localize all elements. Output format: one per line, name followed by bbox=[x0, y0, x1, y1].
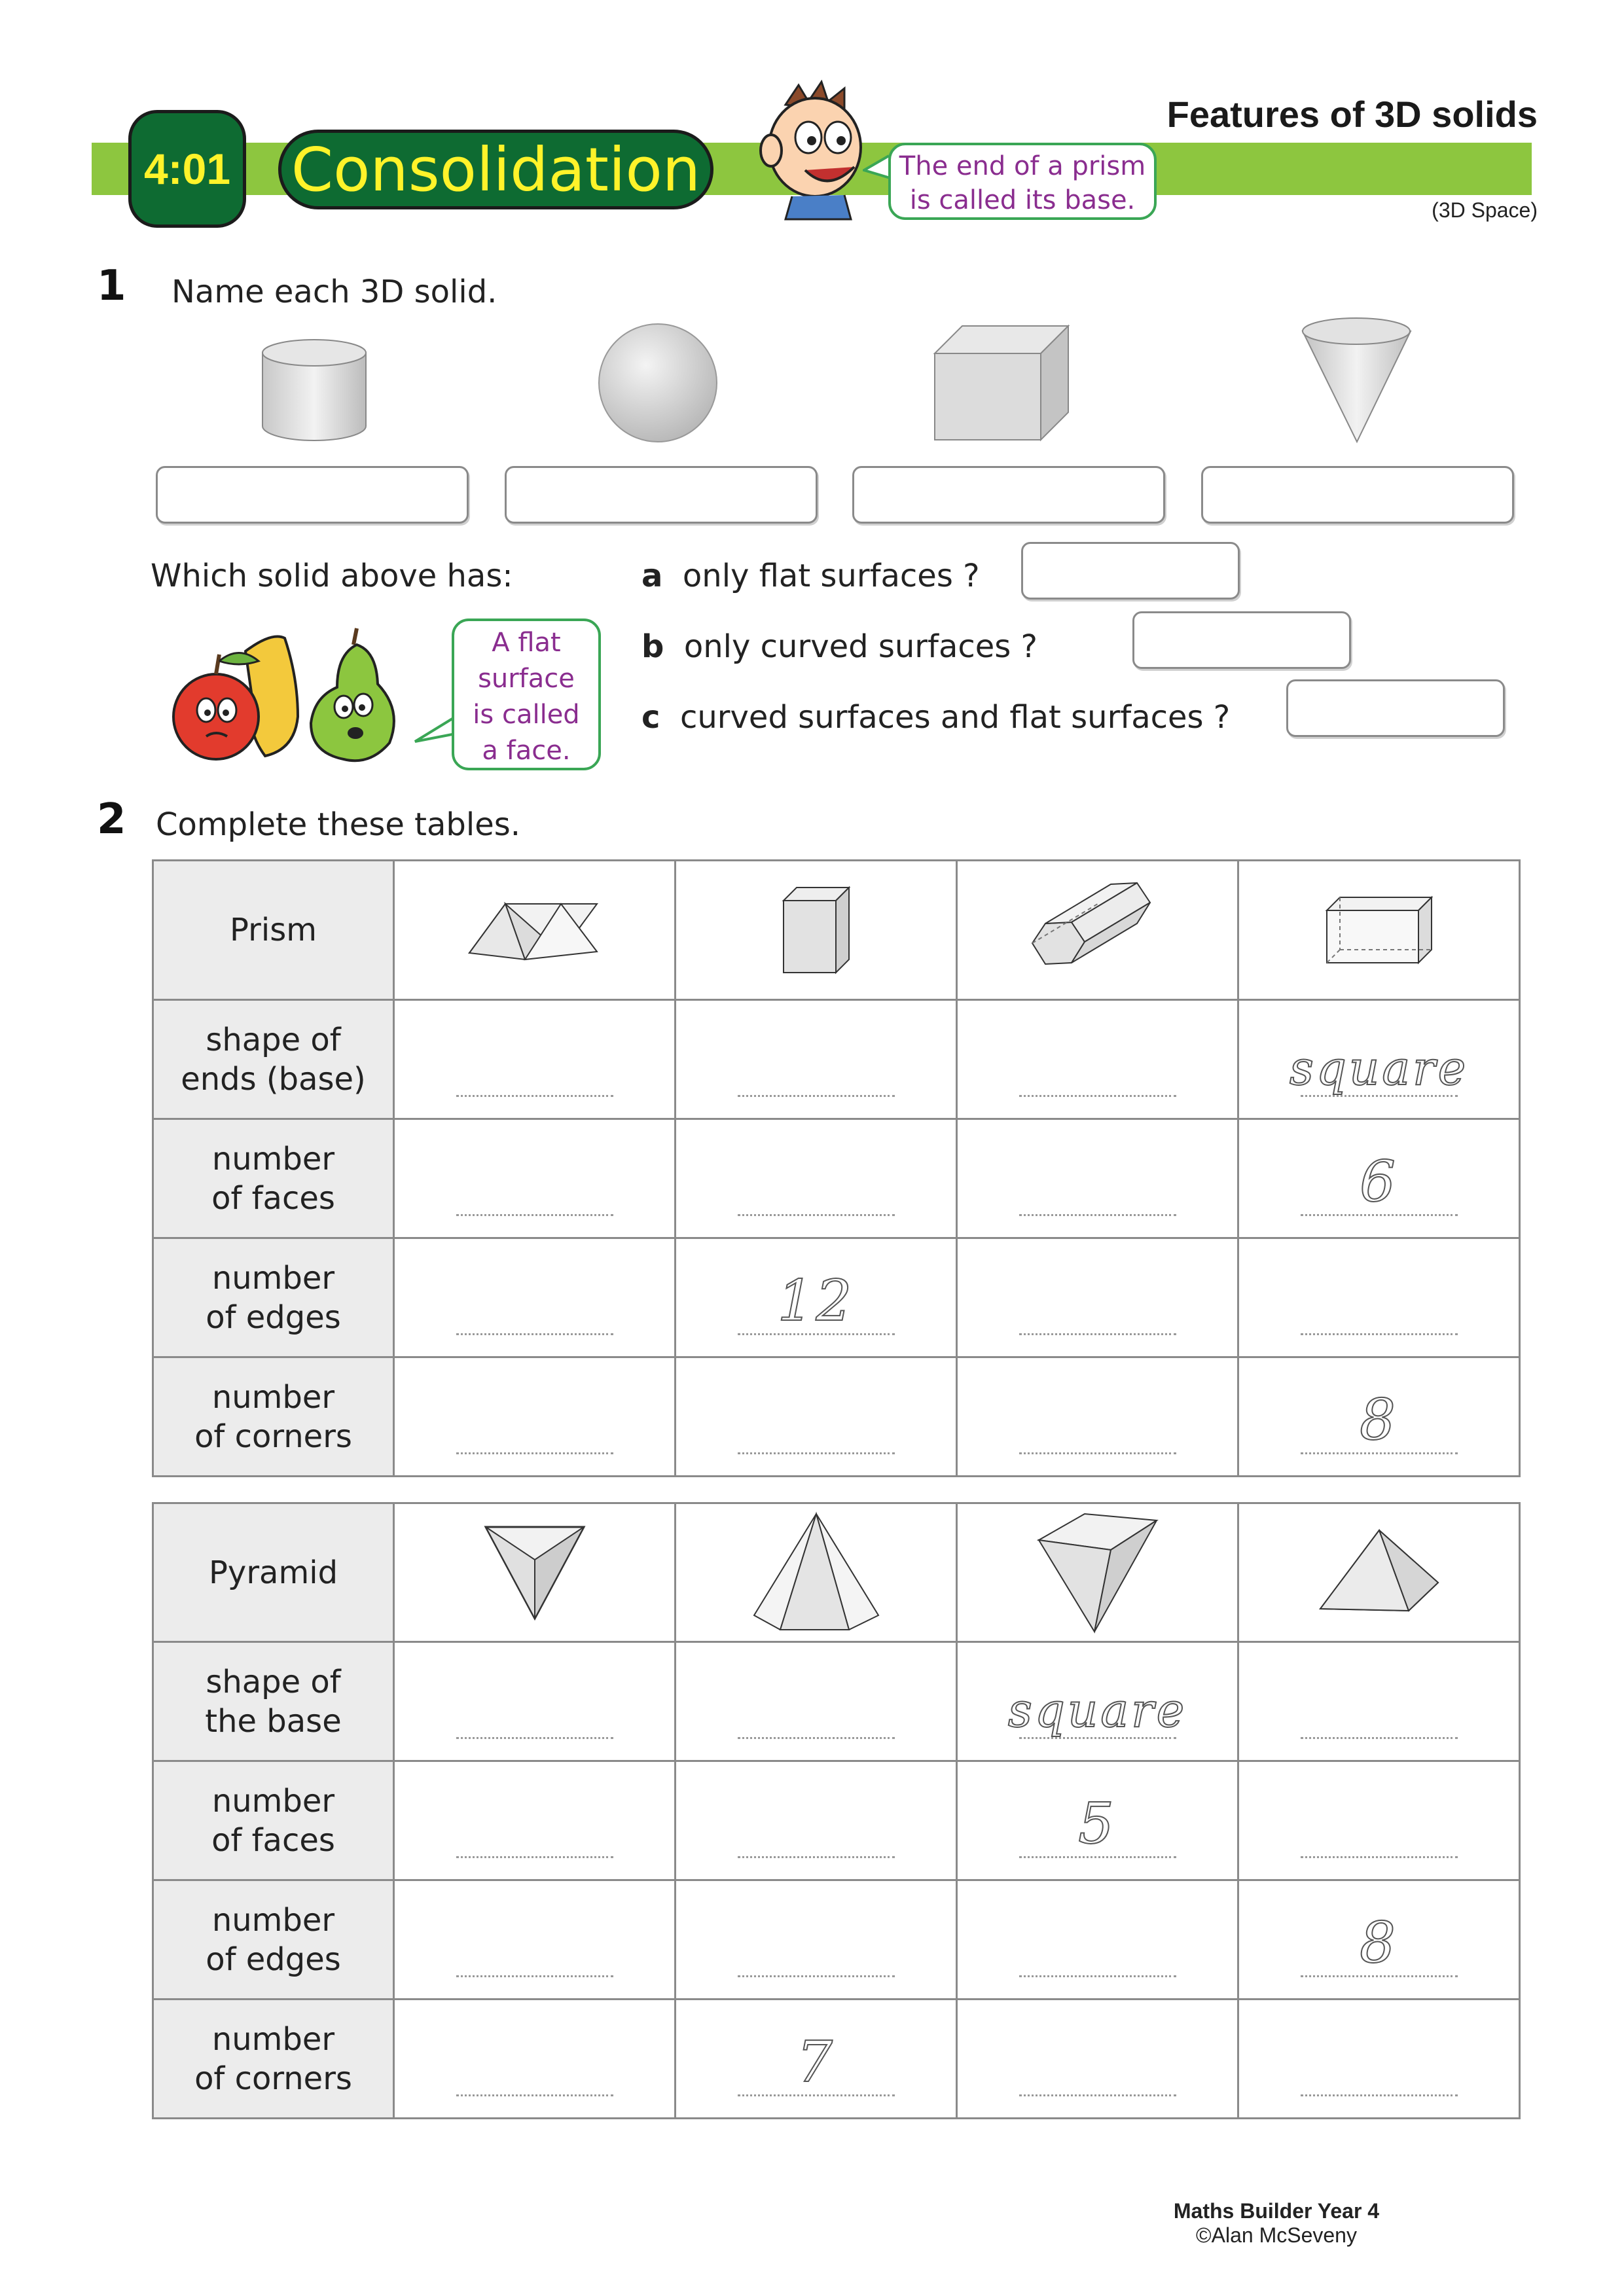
dotted-line bbox=[456, 1737, 613, 1739]
sphere-icon bbox=[596, 321, 720, 445]
square-prism-icon bbox=[777, 881, 856, 979]
dotted-line bbox=[1019, 1452, 1176, 1454]
row-label bbox=[153, 1119, 394, 1238]
dotted-line bbox=[1019, 1737, 1176, 1739]
table-row bbox=[153, 1642, 1520, 1761]
cone-icon bbox=[1299, 314, 1414, 445]
rectangular-prism-icon bbox=[1324, 891, 1435, 969]
page-subtitle: (3D Space) bbox=[1432, 198, 1538, 222]
pentagonal-pyramid-icon bbox=[751, 1511, 882, 1635]
part-text: curved surfaces and flat surfaces ? bbox=[679, 699, 1231, 736]
dotted-line bbox=[1301, 1452, 1458, 1454]
dotted-line bbox=[1019, 1333, 1176, 1335]
footer-book-title: Maths Builder Year 4 bbox=[1173, 2199, 1380, 2223]
solid-1-answer-box[interactable] bbox=[156, 466, 469, 524]
dotted-line bbox=[1019, 2094, 1176, 2096]
dotted-line bbox=[456, 1214, 613, 1216]
answer-cell[interactable] bbox=[957, 2000, 1238, 2119]
triangular-prism-icon bbox=[466, 894, 604, 966]
answer-cell[interactable] bbox=[957, 1880, 1238, 2000]
shape-cell bbox=[957, 861, 1238, 1000]
table-row bbox=[153, 1761, 1520, 1880]
answer-cell[interactable] bbox=[957, 1238, 1238, 1357]
row-label bbox=[153, 1761, 394, 1880]
question-1-number: 1 bbox=[97, 262, 126, 310]
dotted-line bbox=[456, 1856, 613, 1858]
dotted-line bbox=[738, 2094, 895, 2096]
speech-line: The end of a prism bbox=[899, 151, 1146, 181]
lesson-number-badge: 4:01 bbox=[128, 110, 246, 228]
traced-answer: 8 bbox=[1360, 1910, 1398, 1976]
answer-cell[interactable] bbox=[1238, 1642, 1520, 1761]
fruit-characters-icon bbox=[147, 625, 435, 772]
answer-cell[interactable] bbox=[1238, 1000, 1520, 1119]
part-b-answer-box[interactable] bbox=[1132, 611, 1351, 669]
answer-cell[interactable] bbox=[676, 1000, 957, 1119]
row-label-line: number bbox=[211, 1378, 335, 1416]
row-label bbox=[153, 1880, 394, 2000]
row-label-line: of faces bbox=[211, 1179, 335, 1217]
answer-cell[interactable] bbox=[394, 1761, 676, 1880]
answer-cell[interactable] bbox=[1238, 1357, 1520, 1477]
cube-icon bbox=[929, 321, 1074, 445]
dotted-line bbox=[456, 1452, 613, 1454]
row-label-line: number bbox=[211, 2020, 335, 2058]
shape-cell bbox=[1238, 861, 1520, 1000]
part-c-answer-box[interactable] bbox=[1286, 679, 1505, 737]
answer-cell[interactable] bbox=[676, 2000, 957, 2119]
table-row bbox=[153, 1119, 1520, 1238]
rectangular-pyramid-icon bbox=[1317, 1527, 1441, 1619]
traced-answer: 6 bbox=[1360, 1149, 1398, 1215]
table-header-row bbox=[153, 861, 1520, 1000]
pyramid-table bbox=[152, 1502, 1521, 2119]
traced-answer: 8 bbox=[1360, 1388, 1398, 1453]
traced-answer: square bbox=[1007, 1683, 1187, 1738]
row-label-line: number bbox=[211, 1901, 335, 1939]
dotted-line bbox=[738, 1856, 895, 1858]
prism-table bbox=[152, 859, 1521, 1477]
table-header-label: Prism bbox=[153, 861, 394, 1000]
answer-cell[interactable] bbox=[394, 1000, 676, 1119]
table-header-label: Pyramid bbox=[153, 1503, 394, 1642]
table-row bbox=[153, 1000, 1520, 1119]
speech-line: surface bbox=[478, 664, 575, 694]
answer-cell[interactable] bbox=[957, 1761, 1238, 1880]
answer-cell[interactable] bbox=[957, 1642, 1238, 1761]
dotted-line bbox=[1301, 1737, 1458, 1739]
answer-cell[interactable] bbox=[957, 1357, 1238, 1477]
which-solid-prompt: Which solid above has: bbox=[151, 558, 513, 594]
dotted-line bbox=[738, 1737, 895, 1739]
shape-cell bbox=[957, 1503, 1238, 1642]
row-label-line: number bbox=[211, 1140, 335, 1177]
traced-answer: 5 bbox=[1078, 1791, 1117, 1857]
solid-3-answer-box[interactable] bbox=[852, 466, 1165, 524]
dotted-line bbox=[1301, 2094, 1458, 2096]
dotted-line bbox=[738, 1975, 895, 1977]
part-letter: b bbox=[641, 628, 664, 665]
row-label bbox=[153, 1642, 394, 1761]
table-row bbox=[153, 1238, 1520, 1357]
question-1-instruction: Name each 3D solid. bbox=[171, 274, 497, 310]
row-label bbox=[153, 1357, 394, 1477]
dotted-line bbox=[1019, 1975, 1176, 1977]
answer-cell[interactable] bbox=[1238, 1761, 1520, 1880]
answer-cell[interactable] bbox=[394, 1238, 676, 1357]
page-title: Features of 3D solids bbox=[1166, 94, 1538, 135]
row-label-line: the base bbox=[205, 1702, 342, 1740]
table-header-row bbox=[153, 1503, 1520, 1642]
row-label bbox=[153, 1238, 394, 1357]
part-a bbox=[641, 558, 980, 594]
dotted-line bbox=[1019, 1856, 1176, 1858]
dotted-line bbox=[1301, 1856, 1458, 1858]
dotted-line bbox=[456, 1975, 613, 1977]
answer-cell[interactable] bbox=[676, 1119, 957, 1238]
answer-cell[interactable] bbox=[1238, 1880, 1520, 2000]
answer-cell[interactable] bbox=[1238, 1238, 1520, 1357]
shape-cell bbox=[394, 861, 676, 1000]
answer-cell[interactable] bbox=[394, 1880, 676, 2000]
row-label-line: number bbox=[211, 1259, 335, 1297]
answer-cell[interactable] bbox=[1238, 2000, 1520, 2119]
dotted-line bbox=[456, 1095, 613, 1097]
answer-cell[interactable] bbox=[1238, 1119, 1520, 1238]
speech-line: is called its base. bbox=[909, 185, 1136, 215]
answer-cell[interactable] bbox=[394, 1642, 676, 1761]
row-label-line: of edges bbox=[206, 1941, 341, 1978]
hexagonal-prism-icon bbox=[1026, 878, 1170, 982]
dotted-line bbox=[456, 2094, 613, 2096]
part-letter: c bbox=[641, 699, 660, 736]
answer-cell[interactable] bbox=[957, 1000, 1238, 1119]
answer-cell[interactable] bbox=[676, 1642, 957, 1761]
speech-bubble-face bbox=[452, 619, 601, 770]
speech-line: is called bbox=[473, 700, 580, 730]
answer-cell[interactable] bbox=[394, 1119, 676, 1238]
row-label-line: shape of bbox=[206, 1663, 341, 1700]
cylinder-icon bbox=[259, 337, 370, 445]
speech-line: A flat bbox=[492, 628, 561, 658]
answer-cell[interactable] bbox=[676, 1357, 957, 1477]
dotted-line bbox=[1301, 1095, 1458, 1097]
dotted-line bbox=[456, 1333, 613, 1335]
footer bbox=[1139, 2199, 1414, 2248]
row-label-line: shape of bbox=[206, 1021, 341, 1058]
traced-answer: 12 bbox=[777, 1268, 855, 1334]
dotted-line bbox=[1019, 1214, 1176, 1216]
row-label-line: of faces bbox=[211, 1821, 335, 1859]
dotted-line bbox=[738, 1095, 895, 1097]
footer-copyright: ©Alan McSeveny bbox=[1196, 2223, 1357, 2247]
dotted-line bbox=[738, 1452, 895, 1454]
answer-cell[interactable] bbox=[676, 1238, 957, 1357]
part-letter: a bbox=[641, 558, 663, 594]
answer-cell[interactable] bbox=[394, 2000, 676, 2119]
question-2-number: 2 bbox=[97, 795, 126, 844]
answer-cell[interactable] bbox=[676, 1761, 957, 1880]
part-a-answer-box[interactable] bbox=[1021, 542, 1240, 600]
traced-answer: square bbox=[1289, 1041, 1469, 1096]
part-c bbox=[641, 699, 1230, 736]
part-text: only curved surfaces ? bbox=[683, 628, 1038, 665]
row-label bbox=[153, 1000, 394, 1119]
shape-cell bbox=[676, 1503, 957, 1642]
part-text: only flat surfaces ? bbox=[682, 558, 980, 594]
shape-cell bbox=[1238, 1503, 1520, 1642]
dotted-line bbox=[1301, 1214, 1458, 1216]
solid-2-answer-box[interactable] bbox=[505, 466, 818, 524]
shape-cell bbox=[394, 1503, 676, 1642]
dotted-line bbox=[738, 1214, 895, 1216]
row-label-line: of edges bbox=[206, 1299, 341, 1336]
dotted-line bbox=[1019, 1095, 1176, 1097]
row-label-line: of corners bbox=[194, 1418, 352, 1455]
table-row bbox=[153, 1880, 1520, 2000]
shape-cell bbox=[676, 861, 957, 1000]
speech-line: a face. bbox=[482, 736, 571, 766]
square-pyramid-icon bbox=[1036, 1511, 1160, 1635]
dotted-line bbox=[1301, 1333, 1458, 1335]
answer-cell[interactable] bbox=[957, 1119, 1238, 1238]
traced-answer: 7 bbox=[797, 2030, 835, 2095]
table-row bbox=[153, 2000, 1520, 2119]
row-label-line: of corners bbox=[194, 2060, 352, 2097]
lesson-title: Consolidation bbox=[278, 130, 713, 209]
dotted-line bbox=[1301, 1975, 1458, 1977]
speech-bubble-base bbox=[888, 143, 1157, 220]
answer-cell[interactable] bbox=[676, 1880, 957, 2000]
question-2-instruction: Complete these tables. bbox=[156, 806, 520, 843]
dotted-line bbox=[738, 1333, 895, 1335]
answer-cell[interactable] bbox=[394, 1357, 676, 1477]
table-row bbox=[153, 1357, 1520, 1477]
row-label-line: number bbox=[211, 1782, 335, 1820]
part-b bbox=[641, 628, 1038, 665]
triangular-pyramid-icon bbox=[482, 1520, 587, 1625]
row-label bbox=[153, 2000, 394, 2119]
solid-4-answer-box[interactable] bbox=[1201, 466, 1514, 524]
row-label-line: ends (base) bbox=[181, 1060, 366, 1098]
